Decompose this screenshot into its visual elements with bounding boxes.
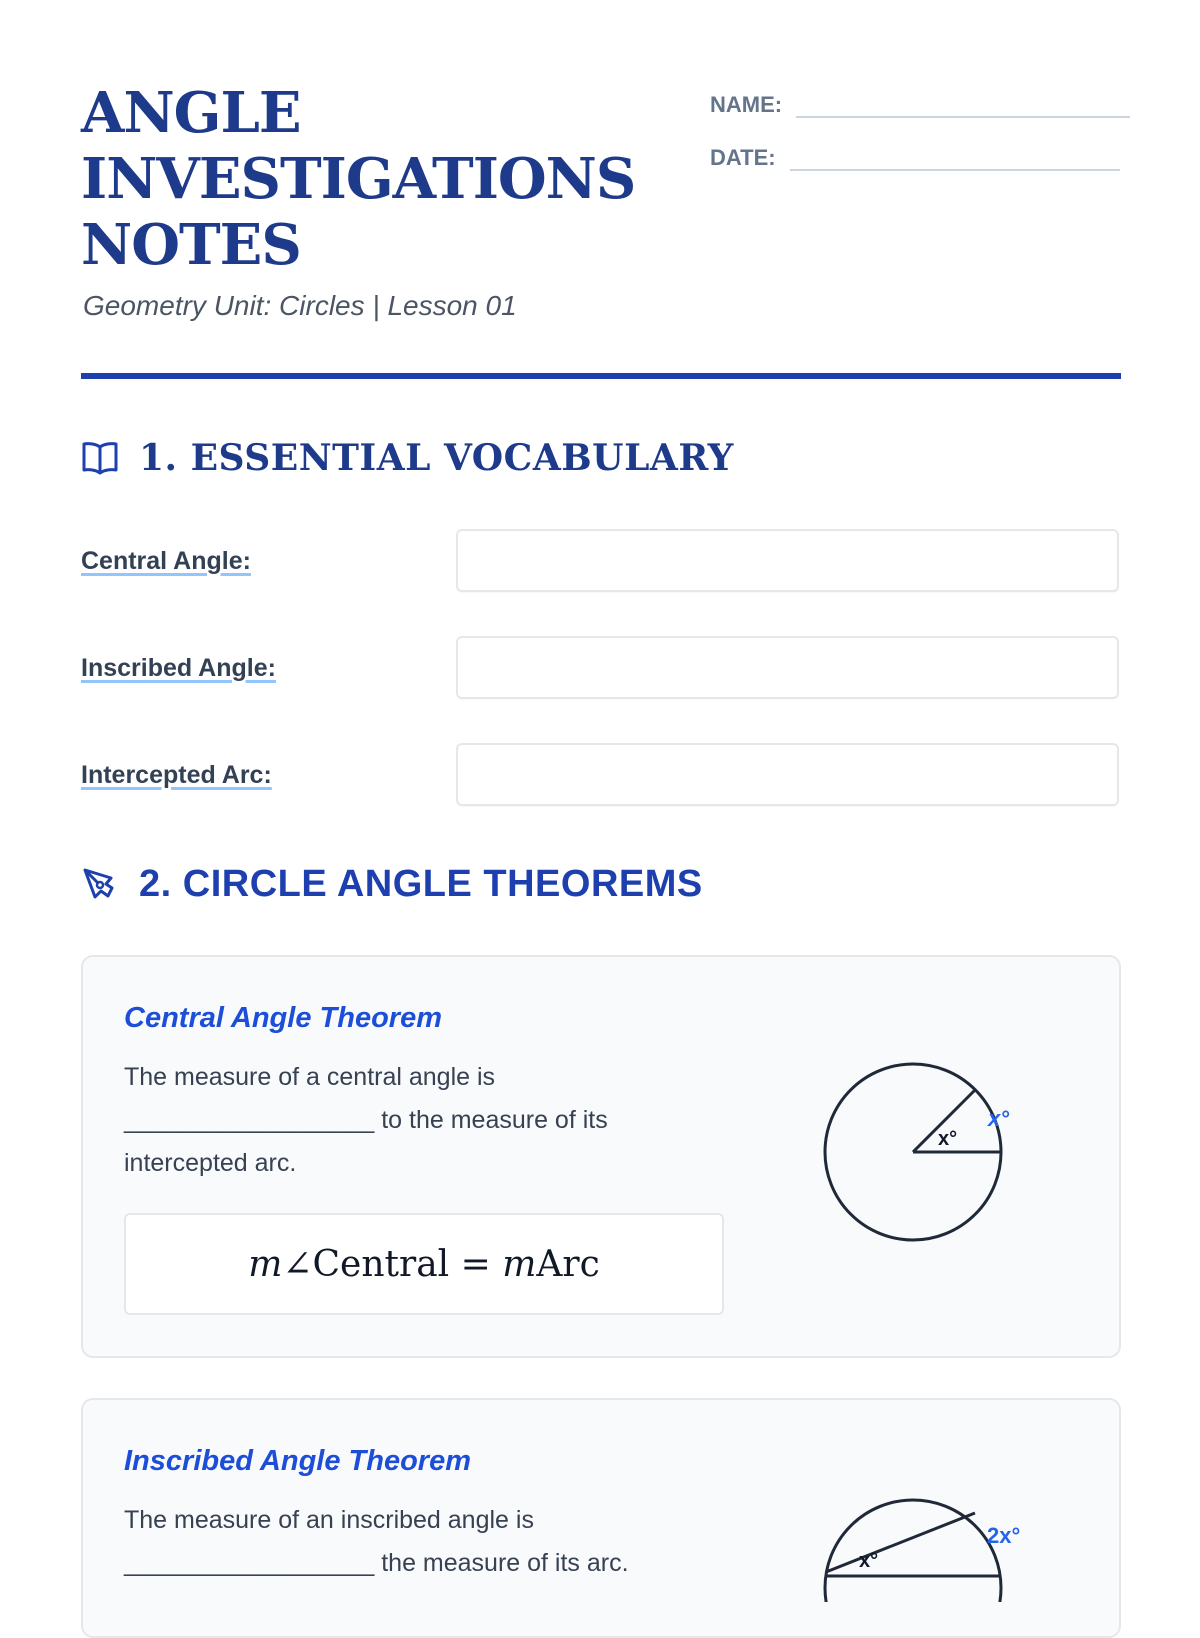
vocab-row: [81, 636, 1121, 700]
formula-m: m: [248, 1243, 283, 1285]
formula-m: m: [502, 1243, 537, 1285]
statement-text: The measure of an inscribed angle is: [124, 1506, 534, 1534]
header-divider: [81, 373, 1121, 379]
fill-in-blank[interactable]: __________________: [124, 1106, 375, 1134]
date-label: DATE:: [710, 145, 776, 170]
statement-text: The measure of a central angle is: [124, 1063, 496, 1091]
date-row: [710, 137, 1130, 171]
section-title: 1. ESSENTIAL VOCABULARY: [139, 437, 734, 479]
theorem-statement: [124, 1499, 744, 1585]
title-line: NOTES: [81, 212, 301, 278]
page-subtitle: Geometry Unit: Circles | Lesson 01: [83, 290, 517, 321]
pen-tool-icon: [81, 866, 119, 904]
vocab-term: Central Angle:: [81, 547, 251, 575]
theorem-statement: [124, 1056, 684, 1185]
date-field[interactable]: [790, 139, 1120, 171]
book-icon: [81, 441, 119, 475]
name-field[interactable]: [796, 86, 1130, 118]
angle-label: x°: [859, 1550, 879, 1572]
arc-label: 2x°: [987, 1523, 1021, 1548]
title-line: INVESTIGATIONS: [81, 146, 636, 212]
theorem-title: Central Angle Theorem: [124, 1002, 442, 1034]
name-label: NAME:: [710, 92, 783, 117]
vocab-term: Inscribed Angle:: [81, 654, 276, 682]
inscribed-angle-diagram: [823, 1488, 1063, 1602]
fill-in-blank[interactable]: __________________: [124, 1549, 375, 1577]
name-row: [710, 84, 1130, 118]
section-title: 2. CIRCLE ANGLE THEOREMS: [139, 863, 703, 905]
formula-arc: Arc: [536, 1243, 600, 1285]
title-line: ANGLE: [81, 80, 301, 146]
angle-label: x°: [938, 1128, 958, 1150]
central-angle-diagram: [823, 1052, 1063, 1252]
theorem-card-inscribed: [81, 1398, 1121, 1638]
definition-input[interactable]: [456, 529, 1119, 592]
definition-input[interactable]: [456, 636, 1119, 699]
formula-angle: ∠Central: [282, 1243, 450, 1285]
section-theorems-header: [81, 863, 703, 906]
statement-text: the measure of its arc.: [374, 1549, 629, 1577]
vocab-row: [81, 529, 1121, 593]
student-info: [710, 84, 1130, 190]
statement-text: to the measure of its intercepted arc.: [124, 1106, 608, 1177]
vocab-term: Intercepted Arc:: [81, 761, 272, 789]
page-title: [81, 80, 635, 278]
theorem-title: Inscribed Angle Theorem: [124, 1445, 471, 1477]
theorem-card-central: [81, 955, 1121, 1358]
vocab-row: [81, 743, 1121, 807]
definition-input[interactable]: [456, 743, 1119, 806]
formula-equals: =: [449, 1243, 503, 1285]
formula-box: [124, 1213, 724, 1315]
arc-label: x°: [988, 1106, 1010, 1131]
section-vocabulary-header: [81, 437, 734, 479]
